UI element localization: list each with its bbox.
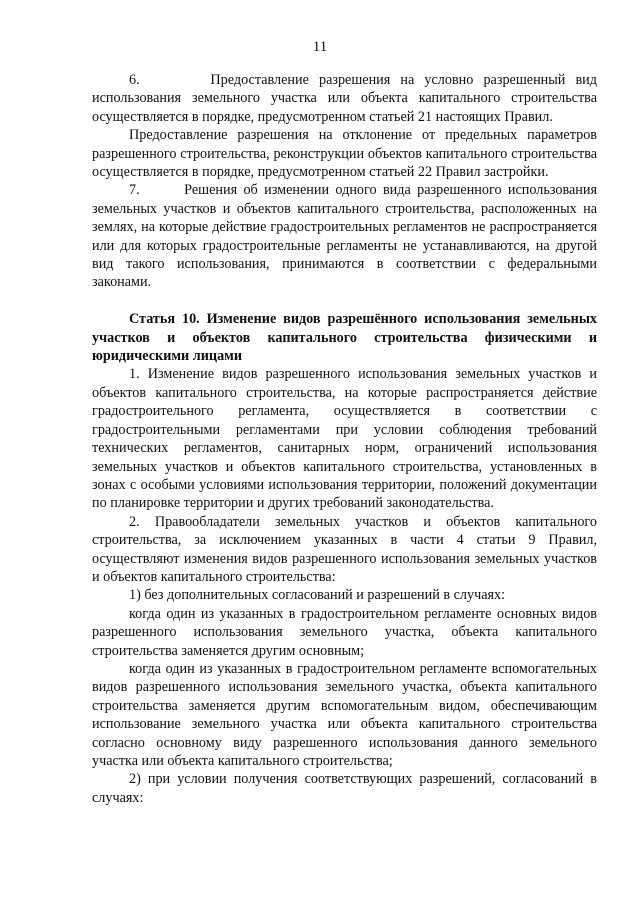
- article-case-auxiliary-use: когда один из указанных в градостроительном регламенте вспомогательных видов разрешенного использования земельного участка, объекта капитального строительства заменяется другим вспомогательным видом, обеспечивающим использование земельного участка или объекта капитального строительства согласно основному виду разрешенного использования данного земельного участка или объекта капитального строительства;: [92, 660, 597, 770]
- article-heading: Статья 10. Изменение видов разрешённого использования земельных участков и объектов капитального строительства физическими и юридическими лицами: [92, 311, 597, 365]
- article-case-main-use: когда один из указанных в градостроительном регламенте основных видов разрешенного использования земельного участка, объекта капитального строительства заменяется другим основным;: [92, 605, 597, 659]
- article-paragraph-1: 1. Изменение видов разрешенного использования земельных участков и объектов капитального строительства, на которые распространяется действие градостроительного регламента, осуществляется в соответствии с градостроительными регламентами при условии соблюдения требований технических регламентов, санитарных норм, ограничений использования земельных участков и объектов капитального строительства, установленных в зонах с особыми условиями использования территории, положений документации по планировке территории и других требований законодательства.: [92, 366, 597, 512]
- document-body: [92, 71, 597, 807]
- page-number: 11: [312, 39, 328, 55]
- article-subitem-1: 1) без дополнительных согласований и разрешений в случаях:: [129, 587, 506, 604]
- paragraph-item-6: 6. Предоставление разрешения на условно разрешенный вид использования земельного участка или объекта капитального строительства осуществляется в порядке, предусмотренном статьей 21 настоящих Правил.: [92, 72, 597, 125]
- paragraph-deviation-permit: Предоставление разрешения на отклонение от предельных параметров разрешенного строительства, реконструкции объектов капитального строительства осуществляется в порядке, предусмотренном статьей 22 Правил застройки.: [92, 127, 597, 181]
- paragraph-item-7: 7. Решения об изменении одного вида разрешенного использования земельных участков и объектов капитального строительства, расположенных на землях, на которые действие градостроительных регламентов не распространяется или для которых градостроительные регламенты не устанавливаются, на другой вид такого использования, принимаются в соответствии с федеральными законами.: [92, 182, 597, 291]
- article-subitem-2: 2) при условии получения соответствующих разрешений, согласований в случаях:: [92, 771, 597, 806]
- article-paragraph-2: 2. Правообладатели земельных участков и объектов капитального строительства, за исключением указанных в части 4 статьи 9 Правил, осуществляют изменения видов разрешенного использования земельных участков и объектов капитального строительства:: [92, 513, 597, 585]
